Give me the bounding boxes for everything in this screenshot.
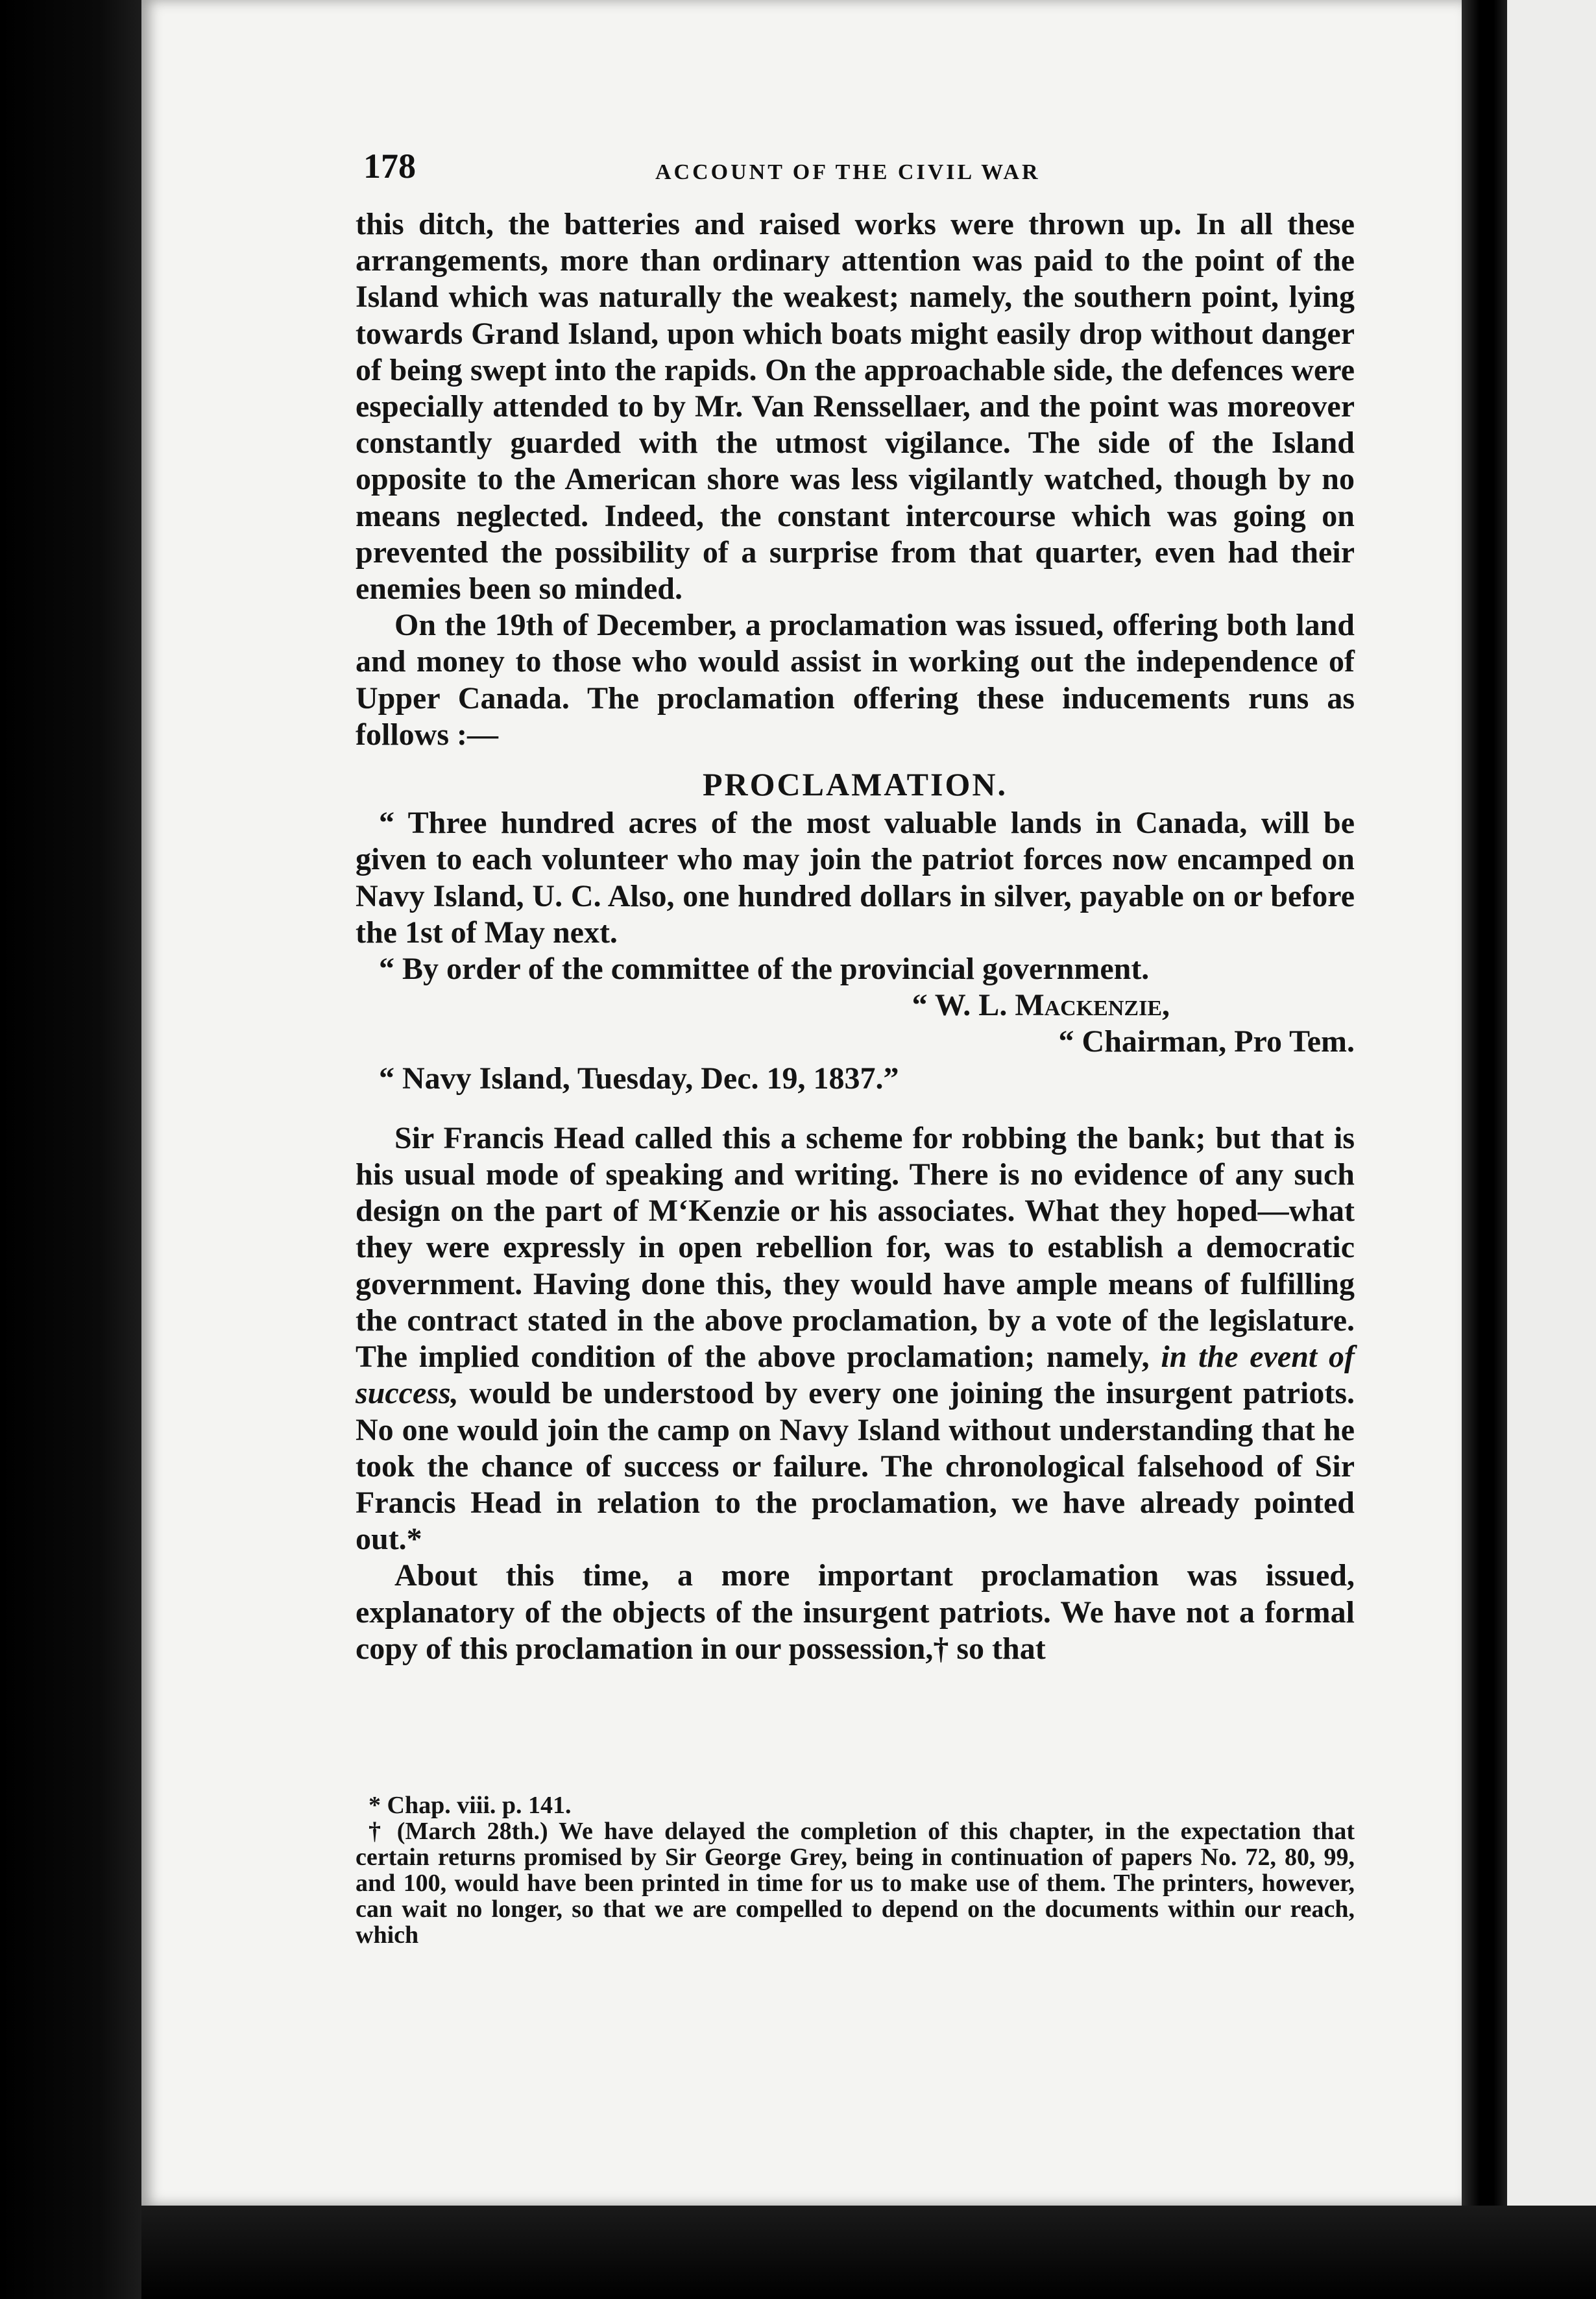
footnote-2: † (March 28th.) We have delayed the completion of this chapter, in the expectation that certain returns promised by Sir George Grey, being in continuation of papers No. 72, 80, 99, and 100, would have been printed in time for us to make use of them. The printers, however, can wait no longer, so that we are compelled to depend on the documents within our reach, which <box>356 1818 1355 1949</box>
paragraph-5-part-b: would be understood by every one joining the insurgent patriots. No one would join the camp on Navy Island without understanding that he took the chance of success or failure. The chronological falsehood of Sir Francis Head in relation to the proclamation, we have already pointed out.* <box>356 1376 1355 1557</box>
proclamation-dateline: “ Navy Island, Tuesday, Dec. 19, 1837.” <box>379 1061 899 1096</box>
page-number: 178 <box>363 147 416 186</box>
proclamation-text: “ Three hundred acres of the most valuable lands in Canada, will be given to each volunteer who may join the patriot forces now encamped on Navy Island, U. C. Also, one hundred dollars in silver, payable on or before the 1st of May next. <box>356 806 1355 950</box>
paragraph-6: About this time, a more important proclamation was issued, explanatory of the objects of the insurgent patriots. We have not a formal copy of this proclamation in our possession,† so that <box>356 1558 1355 1666</box>
proclamation-heading: PROCLAMATION. <box>702 766 1008 803</box>
paragraph-5 <box>356 1120 1355 1558</box>
facing-page-edge <box>1507 0 1596 2206</box>
page-header <box>363 146 1362 198</box>
footnote-1: * Chap. viii. p. 141. <box>369 1792 572 1819</box>
bottom-edge <box>141 2206 1596 2299</box>
signature-title: “ Chairman, Pro Tem. <box>1058 1024 1355 1059</box>
body-text <box>356 206 1355 1667</box>
signature-name: “ W. L. Mackenzie, <box>912 988 1170 1023</box>
paragraph-5-italic: in the event of success, <box>356 1340 1355 1411</box>
page-gutter <box>1462 0 1507 2206</box>
paragraph-2: On the 19th of December, a proclamation was issued, offering both land and money to those who would assist in working out the independence of Upper Canada. The proclamation offering these inducements runs as follows :— <box>356 608 1355 752</box>
proclamation-order: “ By order of the committee of the provincial government. <box>379 952 1150 987</box>
running-title: ACCOUNT OF THE CIVIL WAR <box>655 160 1041 184</box>
footnotes <box>356 1792 1355 1948</box>
paragraph-5-part-a: Sir Francis Head called this a scheme for robbing the bank; but that is his usual mode of speaking and writing. There is no evidence of any such design on the part of M‘Kenzie or his associates. What they hoped—what they were expressly in open rebellion for, was to establish a democratic government. Having done this, they would have ample means of fulfilling the contract stated in the above proclamation, by a vote of the legislature. The implied condition of the above proclamation; namely, <box>356 1120 1355 1375</box>
paragraph-1: this ditch, the batteries and raised works were thrown up. In all these arrangements, more than ordinary attention was paid to the point of the Island which was naturally the weakest; namely, the southern point, lying towards Grand Island, upon which boats might easily drop without danger of being swept into the rapids. On the approachable side, the defences were especially attended to by Mr. Van Renssellaer, and the point was moreover constantly guarded with the utmost vigilance. The side of the Island opposite to the American shore was less vigilantly watched, though by no means neglected. Indeed, the constant intercourse which was going on prevented the possibility of a surprise from that quarter, even had their enemies been so minded. <box>356 207 1355 607</box>
book-binding-edge <box>0 0 141 2299</box>
